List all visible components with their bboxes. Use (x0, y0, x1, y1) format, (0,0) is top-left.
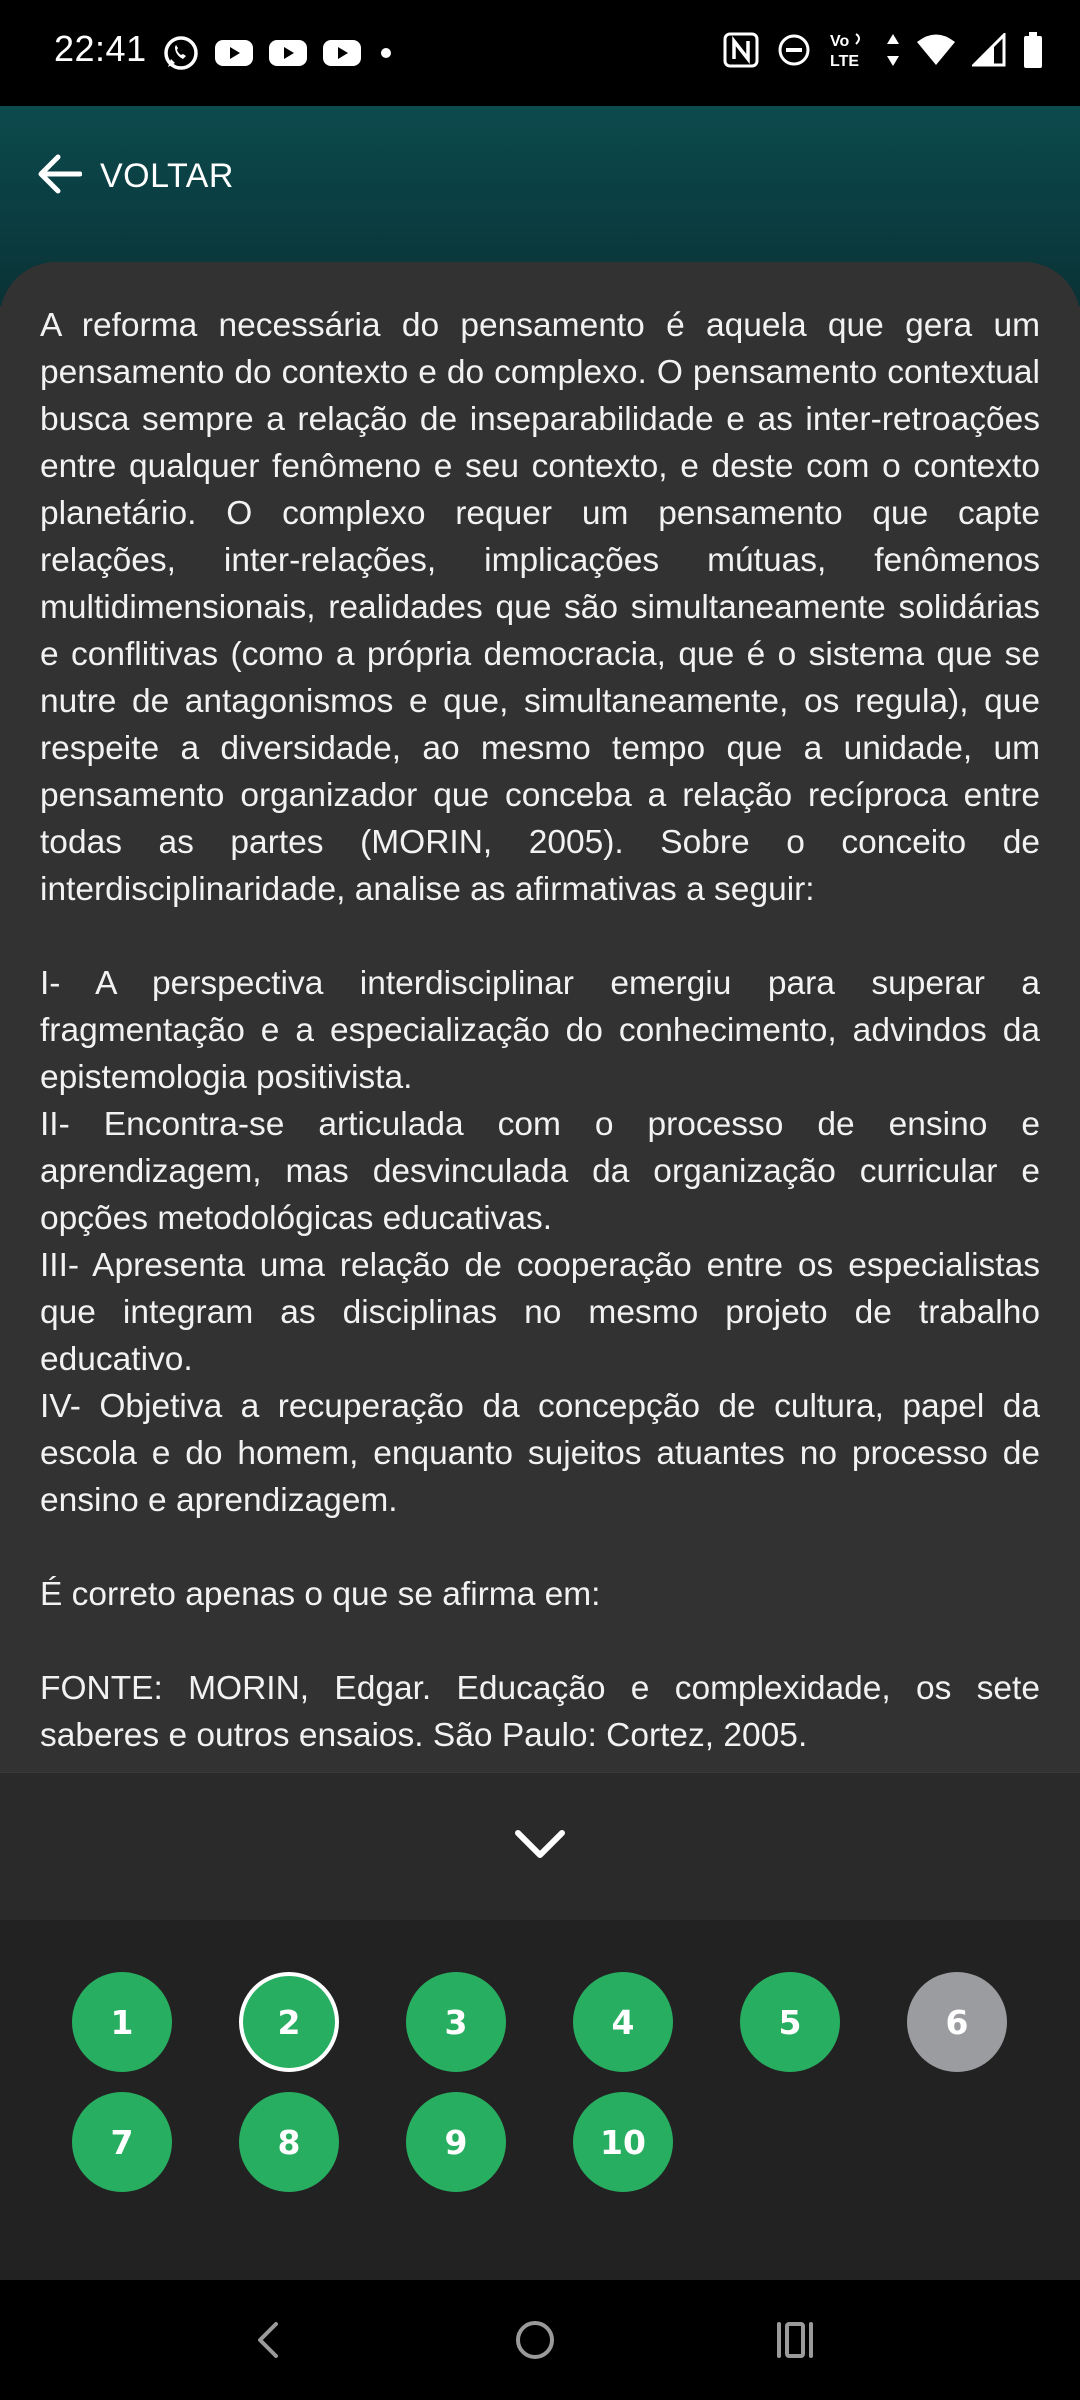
question-number-button-current[interactable]: 2 (239, 1972, 339, 2072)
system-icons (722, 30, 1044, 70)
question-text (40, 302, 1040, 1759)
notification-icons (162, 34, 396, 72)
system-nav-bar (0, 2280, 1080, 2400)
statement-2: II- Encontra-se articulada com o processo de ensino e aprendizagem, mas desvinculada da organização curricular e opções metodológicas educativas. (40, 1106, 1040, 1237)
statement-4: IV- Objetiva a recuperação da concepção de cultura, papel da escola e do homem, enquanto sujeitos atuantes no processo de ensino e aprendizagem. (40, 1388, 1040, 1519)
whatsapp-icon (162, 34, 200, 72)
dot-icon (376, 43, 396, 63)
do-not-disturb-icon (776, 32, 812, 68)
back-button[interactable] (36, 154, 234, 199)
svg-text:Vo: Vo (830, 33, 850, 50)
collapse-button[interactable] (510, 1815, 570, 1875)
volte-icon (828, 30, 870, 70)
question-number-button-pending[interactable]: 6 (907, 1972, 1007, 2072)
question-number-button[interactable]: 7 (72, 2092, 172, 2192)
back-nav-icon[interactable] (240, 2310, 300, 2370)
question-number-button[interactable]: 5 (740, 1972, 840, 2072)
recents-nav-icon[interactable] (765, 2310, 825, 2370)
status-bar (0, 0, 1080, 106)
question-number-button[interactable]: 3 (406, 1972, 506, 2072)
chevron-down-icon (510, 1815, 570, 1875)
question-number-button[interactable]: 4 (573, 1972, 673, 2072)
youtube-icon (268, 38, 308, 68)
svg-text:LTE: LTE (830, 53, 860, 70)
question-intro: A reforma necessária do pensamento é aquela que gera um pensamento do contexto e do complexo. O pensamento contextual busca sempre a relação de inseparabilidade e as inter-retroações entre qualquer fenômeno e seu contexto, e deste com o contexto planetário. O complexo requer um pensamento que capte relações, inter-relações, implicações mútuas, fenômenos multidimensionais, realidades que são simultaneamente solidárias e conflitivas (como a própria democracia, que é o sistema que se nutre de antagonismos e que, simultaneamente, os regula), que respeite a diversidade, ao mesmo tempo que a unidade, um pensamento organizador que conceba a relação recíproca entre todas as partes (MORIN, 2005). Sobre o conceito de interdisciplinaridade, analise as afirmativas a seguir: (40, 307, 1040, 908)
status-time: 22:41 (54, 28, 147, 69)
arrow-left-icon (36, 154, 82, 199)
question-number-button[interactable]: 1 (72, 1972, 172, 2072)
battery-icon (1022, 31, 1044, 69)
question-card[interactable] (0, 262, 1080, 1772)
statement-1: I- A perspectiva interdisciplinar emergiu para superar a fragmentação e a especialização do conhecimento, advindos da epistemologia positivista. (40, 965, 1040, 1096)
question-number-button[interactable]: 10 (573, 2092, 673, 2192)
home-nav-icon[interactable] (505, 2310, 565, 2370)
wifi-icon (916, 33, 956, 67)
question-number-button[interactable]: 9 (406, 2092, 506, 2192)
question-source: FONTE: MORIN, Edgar. Educação e complexidade, os sete saberes e outros ensaios. São Paulo: Cortez, 2005. (40, 1670, 1040, 1754)
data-arrows-icon (886, 32, 900, 68)
question-number-panel (0, 1920, 1080, 2280)
question-number-button[interactable]: 8 (239, 2092, 339, 2192)
signal-icon (972, 33, 1006, 67)
youtube-icon (214, 38, 254, 68)
statement-3: III- Apresenta uma relação de cooperação entre os especialistas que integram as disciplinas no mesmo projeto de trabalho educativo. (40, 1247, 1040, 1378)
collapse-bar (0, 1772, 1080, 1921)
youtube-icon (322, 38, 362, 68)
question-prompt: É correto apenas o que se afirma em: (40, 1576, 601, 1613)
back-label: VOLTAR (100, 157, 234, 195)
nfc-icon (722, 31, 760, 69)
